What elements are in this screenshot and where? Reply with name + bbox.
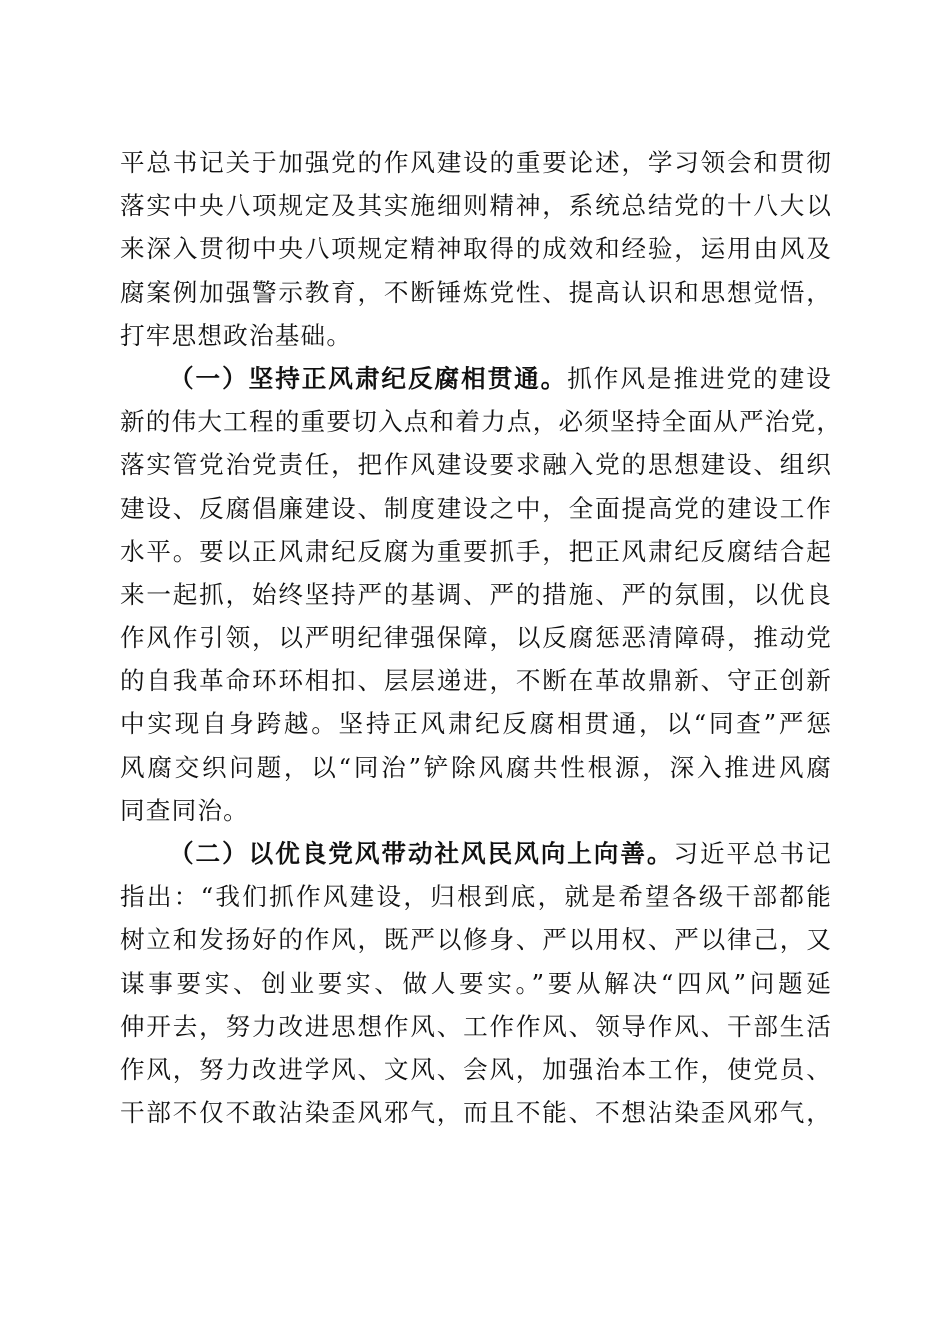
text-line: 打牢思想政治基础。 — [120, 320, 353, 350]
text-line: 水平。要以正风肃纪反腐为重要抓手，把正风肃纪反腐结合起 — [120, 536, 832, 566]
section-2-first-line — [120, 832, 832, 875]
section-1-first-line-text: 抓作风是推进党的建设 — [567, 363, 832, 393]
section-2-first-line-text: 习近平总书记 — [673, 839, 832, 868]
section-2-heading: （二）以优良党风带动社风民风向上向善。 — [169, 839, 674, 868]
text-line: 伸开去，努力改进思想作风、工作作风、领导作风、干部生活 — [120, 1011, 832, 1041]
section-1 — [120, 357, 843, 832]
text-line: 新的伟大工程的重要切入点和着力点，必须坚持全面从严治党， — [120, 407, 843, 437]
section-1-first-line — [120, 357, 832, 400]
text-line: 作风，努力改进学风、文风、会风，加强治本工作，使党员、 — [120, 1054, 832, 1084]
text-line: 腐案例加强警示教育，不断锤炼党性、提高认识和思想觉悟， — [120, 277, 832, 307]
paragraph-intro — [120, 141, 832, 357]
text-line: 落实管党治党责任，把作风建设要求融入党的思想建设、组织 — [120, 450, 832, 480]
text-line: 指出：“我们抓作风建设，归根到底，就是希望各级干部都能 — [120, 882, 832, 912]
text-line: 中实现自身跨越。坚持正风肃纪反腐相贯通，以“同查”严惩 — [120, 709, 832, 739]
text-line: 作风作引领，以严明纪律强保障，以反腐惩恶清障碍，推动党 — [120, 623, 832, 653]
document-body — [120, 141, 843, 1134]
section-2 — [120, 832, 832, 1134]
text-line: 干部不仅不敢沾染歪风邪气，而且不能、不想沾染歪风邪气， — [120, 1098, 832, 1128]
text-line: 平总书记关于加强党的作风建设的重要论述，学习领会和贯彻 — [120, 148, 832, 177]
text-line: 来深入贯彻中央八项规定精神取得的成效和经验，运用由风及 — [120, 234, 832, 264]
section-1-heading: （一）坚持正风肃纪反腐相贯通。 — [169, 363, 568, 393]
text-line: 建设、反腐倡廉建设、制度建设之中，全面提高党的建设工作 — [120, 493, 832, 523]
text-line: 树立和发扬好的作风，既严以修身、严以用权、严以律己，又 — [120, 925, 832, 955]
text-line: 同查同治。 — [120, 795, 249, 825]
text-line: 落实中央八项规定及其实施细则精神，系统总结党的十八大以 — [120, 191, 832, 221]
text-line: 来一起抓，始终坚持严的基调、严的措施、严的氛围，以优良 — [120, 579, 832, 609]
text-line: 的自我革命环环相扣、层层递进，不断在革故鼎新、守正创新 — [120, 666, 832, 696]
text-line: 风腐交织问题，以“同治”铲除风腐共性根源，深入推进风腐 — [120, 752, 832, 782]
text-line: 谋事要实、创业要实、做人要实。”要从解决“四风”问题延 — [120, 968, 832, 998]
